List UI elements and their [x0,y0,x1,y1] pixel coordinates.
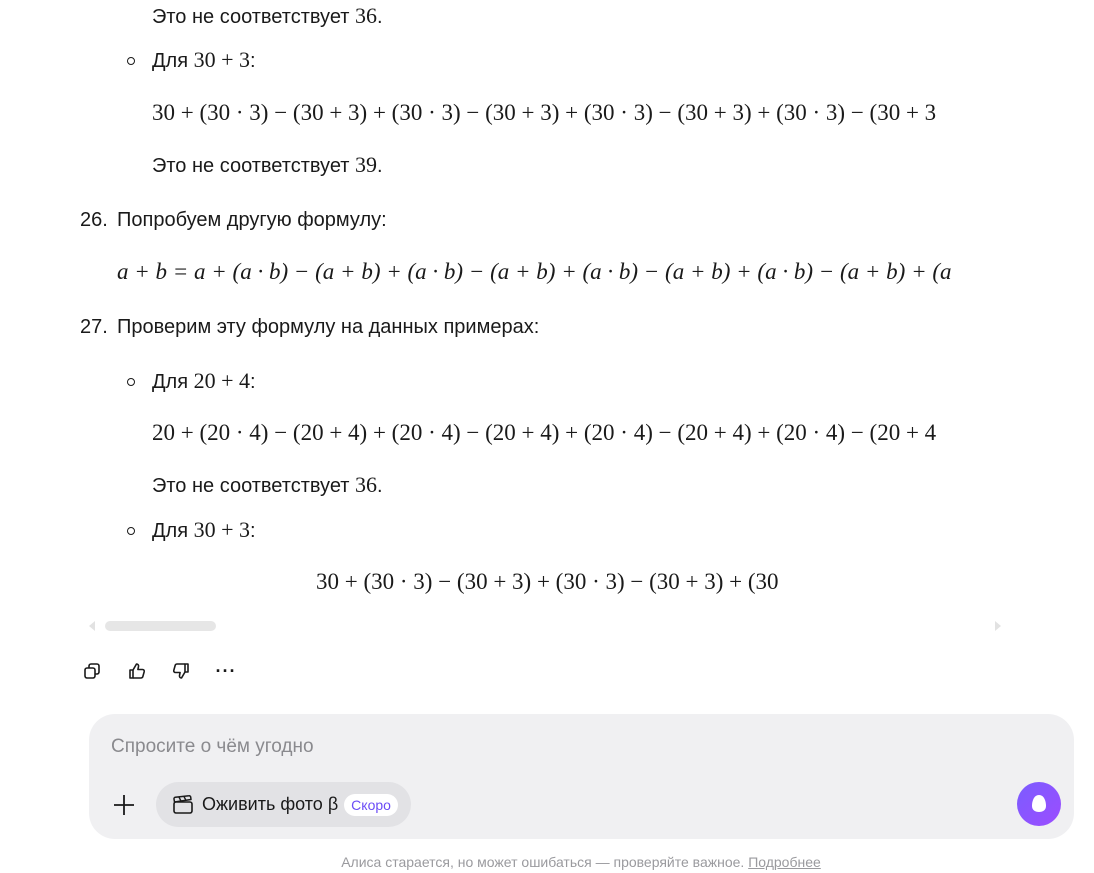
result-number: 36 [355,472,377,497]
result-end: . [377,6,383,28]
bullet-prefix: Для [152,371,194,393]
result-number: 36 [355,3,377,28]
attach-button[interactable] [109,790,139,820]
thumbs-down-icon [171,661,191,681]
scroll-right-icon[interactable] [995,621,1001,631]
soon-badge: Скоро [344,794,398,816]
alice-icon [1027,792,1051,816]
more-button[interactable] [213,658,239,684]
bullet-marker [127,527,135,535]
bullet-prefix: Для [152,50,194,72]
list-number: 27. [80,316,108,338]
result-text [152,4,383,29]
more-icon: ··· [215,660,237,681]
list-item-text: Попробуем другую формулу: [117,209,387,231]
result-text [152,153,383,178]
bullet-expression: 30 + 3 [193,47,251,72]
plus-icon [112,793,136,817]
result-label: Это не соответствует [152,6,355,28]
bullet-suffix: : [250,50,256,72]
learn-more-link[interactable]: Подробнее [748,854,821,870]
result-end: . [377,155,383,177]
clapperboard-icon [172,795,194,815]
bullet-expression: 30 + 3 [193,517,251,542]
bullet-item [152,518,256,543]
bullet-prefix: Для [152,520,194,542]
horizontal-scrollbar[interactable] [86,619,1004,633]
math-formula: 30 + (30 · 3) − (30 + 3) + (30 · 3) − (30 + 3) + (30 [316,569,779,594]
dislike-button[interactable] [168,658,194,684]
result-end: . [377,475,383,497]
result-label: Это не соответствует [152,155,355,177]
disclaimer-text: Алиса старается, но может ошибаться — проверяйте важное. [341,854,749,870]
result-label: Это не соответствует [152,475,355,497]
bullet-item [152,369,256,394]
bullet-expression: 20 + 4 [193,368,251,393]
bullet-item [152,48,256,73]
scroll-left-icon[interactable] [89,621,95,631]
animate-photo-label: Оживить фото β [202,794,339,814]
math-formula: 30 + (30 · 3) − (30 + 3) + (30 · 3) − (30 + 3) + (30 · 3) − (30 + 3) + (30 · 3) − (30 + 3 [152,100,937,125]
copy-icon [83,662,101,680]
bullet-suffix: : [250,371,256,393]
math-formula: 20 + (20 · 4) − (20 + 4) + (20 · 4) − (20 + 4) + (20 · 4) − (20 + 4) + (20 · 4) − (20 + 4 [152,420,937,445]
disclaimer [0,854,1094,870]
copy-button[interactable] [79,658,105,684]
message-composer [89,714,1074,839]
result-number: 39 [355,152,377,177]
bullet-marker [127,378,135,386]
result-text [152,473,383,498]
scrollbar-thumb[interactable] [105,621,216,631]
message-input[interactable]: Спросите о чём угодно [111,736,314,757]
math-formula: a + b = a + (a · b) − (a + b) + (a · b) − (a + b) + (a · b) − (a + b) + (a · b) − (a + b) + (a [117,259,952,284]
thumbs-up-icon [127,661,147,681]
bullet-marker [127,57,135,65]
list-number: 26. [80,209,108,231]
alice-voice-button[interactable] [1017,782,1061,826]
list-item-text: Проверим эту формулу на данных примерах: [117,316,540,338]
animate-photo-button[interactable] [156,782,411,827]
bullet-suffix: : [250,520,256,542]
like-button[interactable] [124,658,150,684]
